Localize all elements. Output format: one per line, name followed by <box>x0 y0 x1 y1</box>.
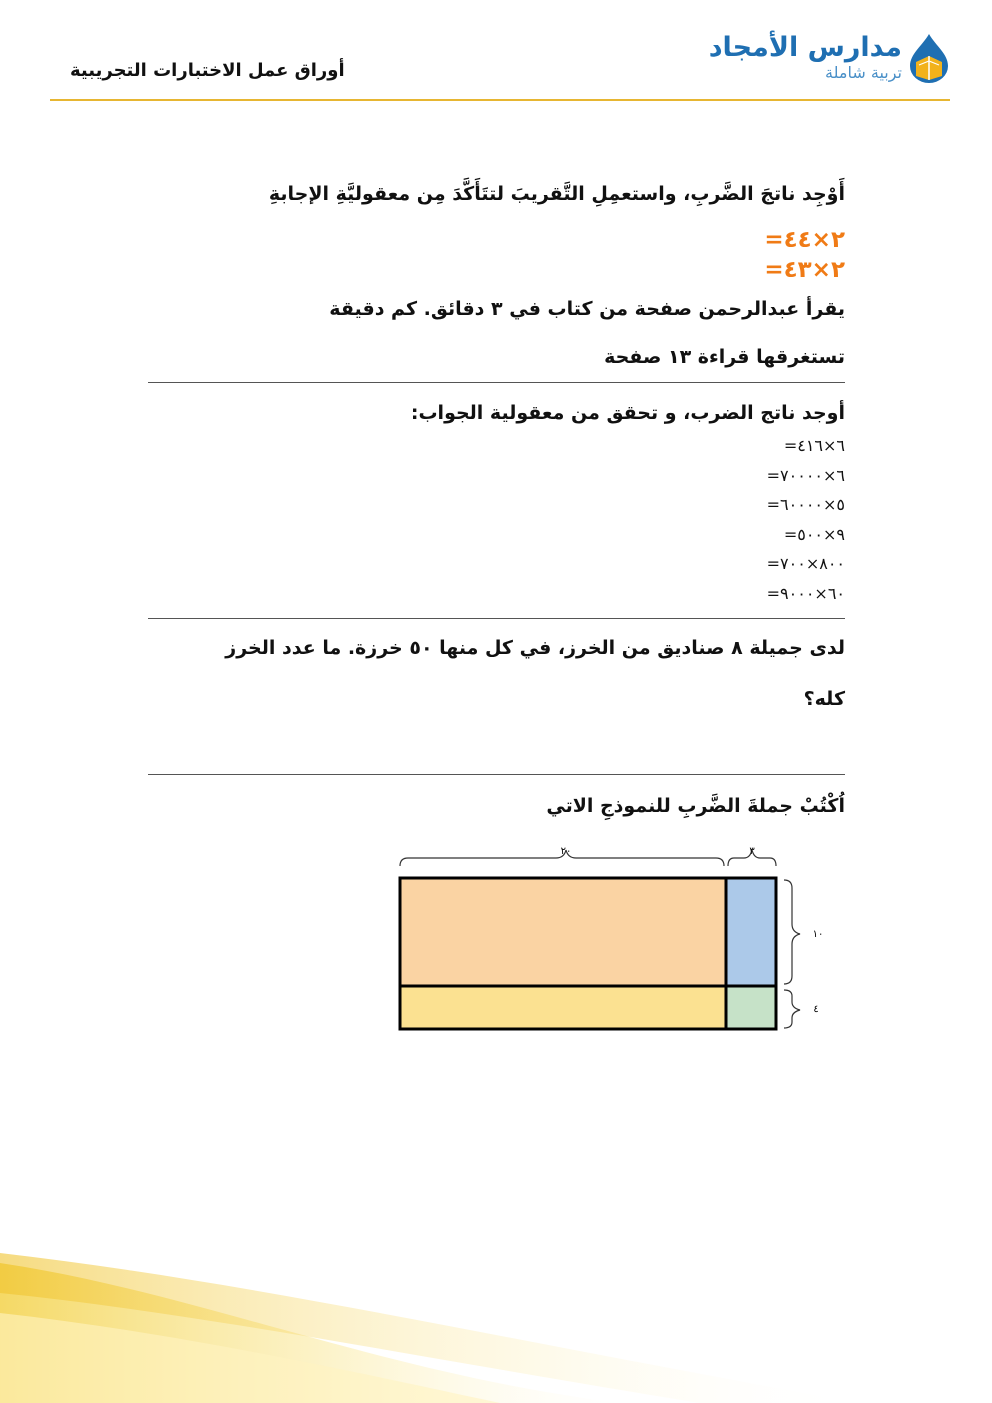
brace-side-10 <box>784 880 800 984</box>
label-top-20: ٢٠ <box>560 846 572 857</box>
page-header <box>50 28 950 98</box>
q1-items <box>148 225 845 285</box>
q2-line-2: تستغرقها قراءة ١٣ صفحة <box>604 346 845 368</box>
q3-equation: ٦×٤١٦= <box>783 436 845 455</box>
cell-top-right <box>726 878 776 986</box>
q5-prompt: اُكْتُبْ جملةَ الضَّربِ للنموذجِ الاتي <box>546 795 845 817</box>
q1-prompt: أَوْجِد ناتجَ الضَّربِ، واستعمِلِ التَّقريبَ لتتَأَكَّدَ مِن معقوليَّةِ الإجابةِ <box>268 183 845 205</box>
q3-equation: ٦×٧٠٠٠٠= <box>766 465 845 485</box>
logo-subtitle: تربية شاملة <box>825 62 902 82</box>
logo-drop-icon <box>908 32 950 84</box>
label-side-10: ١٠ <box>812 929 824 940</box>
label-side-4: ٤ <box>813 1004 819 1015</box>
q2-line-1: يقرأ عبدالرحمن صفحة من كتاب في ٣ دقائق. كم دقيقة <box>329 298 845 320</box>
q3-equation: ٨٠٠×٧٠٠= <box>766 554 845 573</box>
cell-top-left <box>400 878 726 986</box>
label-top-3: ٣ <box>749 846 755 857</box>
q3-equation: ٩×٥٠٠= <box>783 524 845 544</box>
q4-line-2: كله؟ <box>803 688 845 710</box>
cell-bottom-right <box>726 986 776 1029</box>
q3-prompt: أوجد ناتج الضرب، و تحقق من معقولية الجواب: <box>410 402 845 424</box>
q3-equation: ٥×٦٠٠٠٠= <box>766 495 845 514</box>
section-divider <box>148 618 845 619</box>
section-divider <box>148 774 845 775</box>
q1-item: ٢×٤٣= <box>764 257 845 283</box>
header-divider <box>50 99 950 101</box>
logo-title: مدارس الأمجاد <box>708 32 902 64</box>
document-title: أوراق عمل الاختبارات التجريبية <box>70 60 345 81</box>
q3-items <box>148 431 845 608</box>
section-divider <box>148 382 845 383</box>
decorative-streak <box>0 1253 992 1403</box>
q3-equation: ٦٠×٩٠٠٠= <box>766 583 845 603</box>
area-model <box>360 840 860 1040</box>
cell-bottom-left <box>400 986 726 1029</box>
school-logo <box>709 32 950 84</box>
q1-item: ٢×٤٤= <box>764 227 845 253</box>
q4-line-1: لدى جميلة ٨ صناديق من الخرز، في كل منها ٥٠ خرزة. ما عدد الخرز <box>225 637 845 659</box>
brace-side-4 <box>784 990 800 1028</box>
